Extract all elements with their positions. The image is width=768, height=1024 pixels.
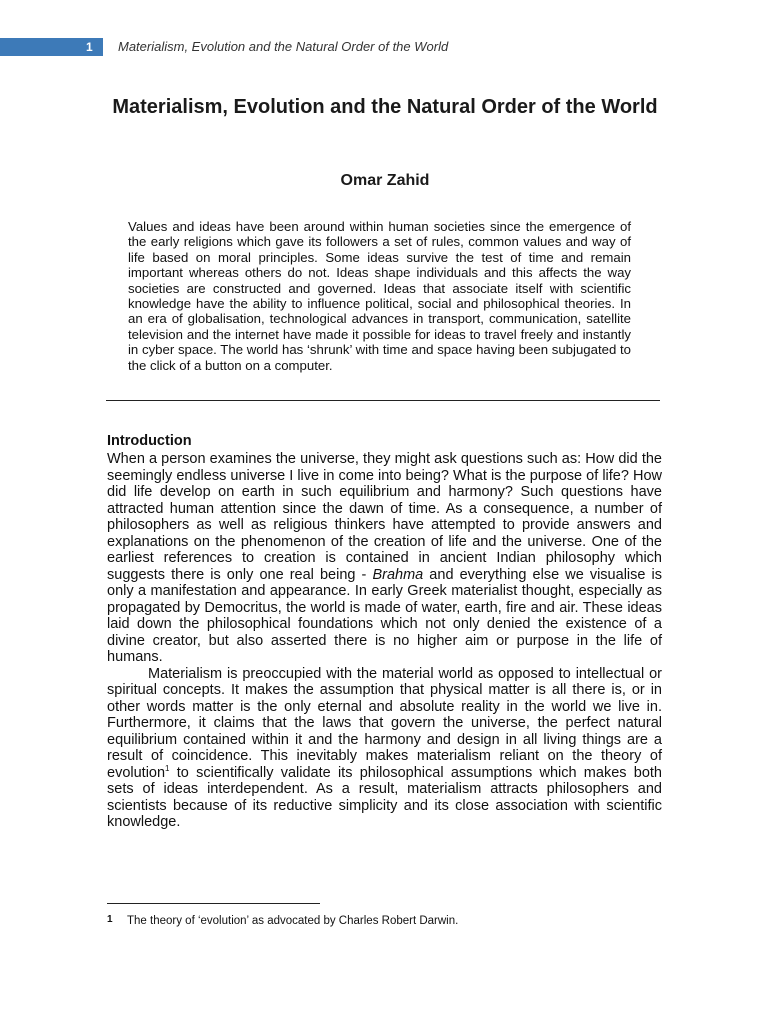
footnote-separator	[107, 903, 320, 904]
footnote-reference[interactable]: 1	[165, 763, 170, 773]
emphasis-brahma: Brahma	[372, 566, 424, 583]
footnote-text: The theory of ‘evolution’ as advocated by Charles Robert Darwin.	[127, 915, 459, 927]
document-title: Materialism, Evolution and the Natural Order of the World	[112, 96, 658, 118]
abstract: Values and ideas have been around within human societies since the emergence of the early religions which gave its followers a set of rules, common values and way of life based on moral principles. Some ideas survive the test of time and remain important whereas others do not. Ideas shape individuals and this affects the way societies are constructed and governed. Ideas that associate itself with scientific knowledge have the ability to influence political, social and philosophical theories. In an era of globalisation, technological advances in transport, communication, satellite television and the internet have made it possible for ideas to travel freely and instantly in cyber space. The world has ‘shrunk’ with time and space having been subjugated to the click of a button on a computer.	[128, 219, 631, 373]
text-run: Materialism is preoccupied with the material world as opposed to intellectual or spiritual concepts. It makes the assumption that physical matter is all there is, or in other words matter is the only eternal and absolute reality in the world we live in. Furthermore, it claims that the laws that govern the universe, the perfect natural equilibrium contained within it and the harmony and design in all living things are a result of coincidence. This inevitably makes materialism reliant on the theory of evolution	[107, 665, 662, 781]
footnote	[107, 914, 458, 927]
introduction-body	[107, 451, 662, 831]
page-number: 1	[86, 40, 93, 54]
author-name: Omar Zahid	[340, 172, 430, 189]
text-run: to scientifically validate its philosophical assumptions which makes both sets of ideas interdependent. As a result, materialism attracts philosophers and scientists because of its reductive simplicity and its close association with scientific knowledge.	[107, 764, 662, 830]
text-run: When a person examines the universe, they might ask questions such as: How did the seemingly endless universe I live in come into being? What is the purpose of life? How did life develop on earth in such equilibrium and harmony? Such questions have attracted human attention since the dawn of time. As a consequence, a number of philosophers as well as religious thinkers have attempted to provide answers and explanations on the phenomenon of the creation of life and the universe. One of the earliest references to creation is contained in ancient Indian philosophy which suggests there is only one real being -	[107, 451, 662, 583]
introduction-heading: Introduction	[107, 433, 192, 449]
paragraph	[107, 666, 662, 831]
footnote-mark: 1	[107, 914, 113, 925]
section-divider	[106, 400, 660, 401]
running-title: Materialism, Evolution and the Natural Order of the World	[118, 39, 449, 54]
paragraph	[107, 451, 662, 666]
text-run: and everything else we visualise is only a manifestation and appearance. In early Greek materialist thought, especially as propagated by Democritus, the world is made of water, earth, fire and air. These ideas laid down the philosophical foundations which not only denied the existence of a divine creator, but also asserted there is no higher aim or purpose in the life of humans.	[107, 566, 662, 665]
